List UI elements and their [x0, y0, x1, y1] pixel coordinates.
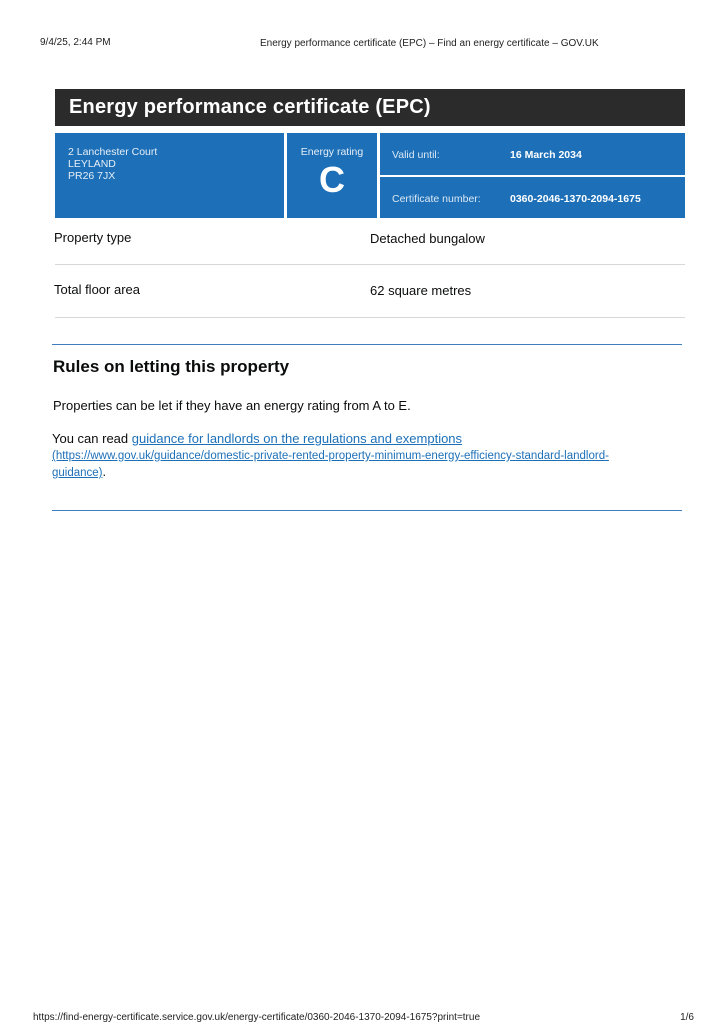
link-text: guidance for landlords on the regulations and exemptions: [131, 431, 463, 446]
epc-summary-band: [55, 133, 685, 218]
rules-section-title: Rules on letting this property: [53, 357, 290, 376]
section-divider: [52, 510, 682, 511]
property-type-value: Detached bungalow: [370, 231, 485, 246]
print-datetime: 9/4/25, 2:44 PM: [40, 37, 111, 48]
landlord-guidance-link[interactable]: [52, 431, 609, 479]
divider: [55, 264, 685, 265]
section-divider: [52, 344, 682, 345]
link-url-text: (https://www.gov.uk/guidance/domestic-private-rented-property-minimum-energy-efficiency-standard-landlord-guidance): [52, 450, 609, 479]
address-line-2: LEYLAND: [68, 158, 116, 170]
certificate-number-label: Certificate number:: [392, 193, 481, 205]
print-page-title: Energy performance certificate (EPC) – Find an energy certificate – GOV.UK: [260, 38, 599, 49]
address-line-1: 2 Lanchester Court: [68, 146, 158, 158]
certificate-number-value: 0360-2046-1370-2094-1675: [510, 193, 641, 205]
floor-area-value: 62 square metres: [370, 283, 472, 298]
floor-area-label: Total floor area: [54, 282, 140, 297]
energy-rating-block: [287, 133, 377, 218]
divider: [55, 317, 685, 318]
epc-heading: Energy performance certificate (EPC): [55, 89, 685, 126]
certificate-number-block: [380, 177, 685, 218]
valid-until-block: [380, 133, 685, 175]
print-footer-url: https://find-energy-certificate.service.gov.uk/energy-certificate/0360-2046-1370-2094-1675?print=true: [33, 1012, 481, 1023]
valid-until-label: Valid until:: [392, 149, 440, 161]
address-line-3: PR26 7JX: [68, 170, 116, 182]
energy-rating-label: Energy rating: [300, 146, 364, 158]
print-page-number: 1/6: [680, 1012, 694, 1023]
valid-until-value: 16 March 2034: [510, 149, 582, 161]
energy-rating-letter: C: [319, 159, 345, 200]
rules-paragraph-2: [52, 431, 662, 481]
address-block: [55, 133, 284, 218]
paragraph-prefix: You can read: [52, 431, 132, 446]
rules-paragraph-1: Properties can be let if they have an energy rating from A to E.: [53, 398, 411, 413]
property-type-label: Property type: [54, 230, 132, 245]
paragraph-suffix: .: [102, 464, 107, 479]
